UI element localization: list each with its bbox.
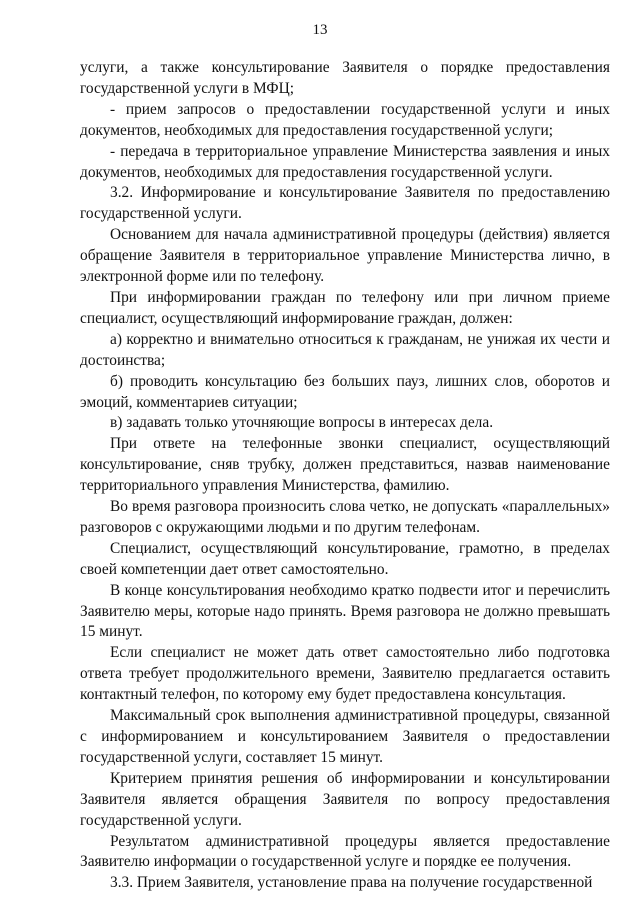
paragraph: При информировании граждан по телефону или при личном приеме специалист, осуществляющий информирование граждан, должен:	[80, 288, 610, 327]
page-number: 13	[312, 22, 328, 38]
list-item: а) корректно и внимательно относиться к гражданам, не унижая их чести и достоинства;	[80, 330, 610, 369]
section-heading: 3.3. Прием Заявителя, установление права на получение государственной	[110, 874, 593, 892]
list-item: в) задавать только уточняющие вопросы в интересах дела.	[110, 414, 494, 432]
paragraph: В конце консультирования необходимо кратко подвести итог и перечислить Заявителю меры, которые надо принять. Время разговора не должно превышать 15 минут.	[80, 581, 610, 641]
paragraph: Максимальный срок выполнения административной процедуры, связанной с информированием и консультированием Заявителя о предоставлении государственной услуги, составляет 15 минут.	[80, 707, 610, 766]
paragraph: Результатом административной процедуры является предоставление Заявителю информации о государственной услуге и порядке ее получения.	[80, 832, 610, 871]
paragraph: - прием запросов о предоставлении государственной услуги и иных документов, необходимых для предоставления государственной услуги;	[80, 100, 610, 139]
section-heading: 3.2. Информирование и консультирование Заявителя по предоставлению государственной услуги.	[80, 184, 610, 223]
paragraph: Критерием принятия решения об информировании и консультировании Заявителя является обращения Заявителя по вопросу предоставления государственной услуги.	[80, 769, 610, 829]
paragraph: Специалист, осуществляющий консультирование, грамотно, в пределах своей компетенции дает ответ самостоятельно.	[80, 539, 610, 578]
list-item: б) проводить консультацию без больших пауз, лишних слов, оборотов и эмоций, комментариев ситуации;	[80, 372, 610, 411]
paragraph: - передача в территориальное управление Министерства заявления и иных документов, необходимых для предоставления государственной услуги.	[80, 142, 610, 181]
document-body	[80, 58, 610, 894]
paragraph: Основанием для начала административной процедуры (действия) является обращение Заявителя в территориальное управление Министерства лично, в электронной форме или по телефону.	[80, 226, 610, 286]
paragraph: Во время разговора произносить слова четко, не допускать «параллельных» разговоров с окружающими людьми и по другим телефонам.	[80, 498, 610, 536]
paragraph: При ответе на телефонные звонки специалист, осуществляющий консультирование, сняв трубку, должен представиться, назвав наименование территориального управления Министерства, фамилию.	[80, 435, 610, 495]
paragraph: Если специалист не может дать ответ самостоятельно либо подготовка ответа требует продолжительного времени, Заявителю предлагается оставить контактный телефон, по которому ему будет предоставлена консультация.	[80, 644, 610, 704]
paragraph: услуги, а также консультирование Заявителя о порядке предоставления государственной услуги в МФЦ;	[80, 59, 610, 97]
